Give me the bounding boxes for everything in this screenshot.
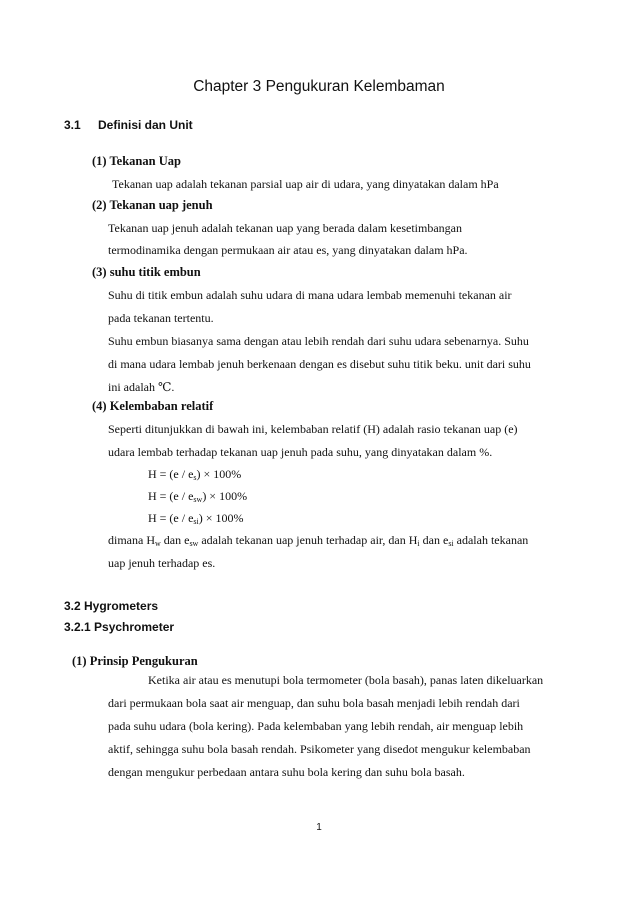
prinsip-line: dengan mengukur perbedaan antara suhu bola kering dan suhu bola basah.: [108, 765, 465, 779]
prinsip-line: aktif, sehingga suhu bola basah rendah. Psikometer yang disedot mengukur kelembaban: [108, 742, 531, 756]
section-number: 3.1: [64, 118, 81, 132]
item-4-note-line2: uap jenuh terhadap es.: [108, 556, 216, 570]
formula-3: $H = (e / e_{si}) \times 100\%$: [148, 511, 244, 526]
section-3-2-heading: 3.2 Hygrometers: [64, 599, 159, 613]
item-2-heading: (2) Tekanan uap jenuh: [92, 198, 213, 212]
section-3-1-heading: [64, 118, 193, 132]
section-3-2-1-heading: 3.2.1 Psychrometer: [64, 620, 175, 634]
prinsip-heading: (1) Prinsip Pengukuran: [72, 654, 198, 668]
section-title: Definisi dan Unit: [98, 118, 193, 132]
item-4-note: dimana $H_w$ dan $e_{sw}$ adalah tekanan uap jenuh terhadap air, dan $H_i$ dan $e_{si}$ adalah tekanan: [108, 533, 529, 548]
item-4-heading: (4) Kelembaban relatif: [92, 399, 214, 413]
item-3-line: di mana udara lembab jenuh berkenaan dengan es disebut suhu titik beku. unit dari suhu: [108, 357, 531, 371]
item-3-line: pada tekanan tertentu.: [108, 311, 214, 325]
item-4-line: Seperti ditunjukkan di bawah ini, kelembaban relatif (H) adalah rasio tekanan uap (e): [108, 422, 518, 436]
item-3-heading: (3) suhu titik embun: [92, 265, 201, 279]
formula-2: $H = (e / e_{sw}) \times 100\%$: [148, 489, 248, 504]
item-4-line: udara lembab terhadap tekanan uap jenuh pada suhu, yang dinyatakan dalam %.: [108, 445, 493, 459]
item-1-line: Tekanan uap adalah tekanan parsial uap air di udara, yang dinyatakan dalam hPa: [112, 177, 499, 191]
item-1-heading: (1) Tekanan Uap: [92, 154, 181, 168]
item-2-line: termodinamika dengan permukaan air atau es, yang dinyatakan dalam hPa.: [108, 243, 468, 257]
prinsip-line: Ketika air atau es menutupi bola termometer (bola basah), panas laten dikeluarkan: [148, 673, 544, 687]
prinsip-line: pada suhu udara (bola kering). Pada kelembaban yang lebih rendah, air menguap lebih: [108, 719, 524, 733]
item-3-line: Suhu di titik embun adalah suhu udara di mana udara lembab memenuhi tekanan air: [108, 288, 512, 302]
prinsip-line: dari permukaan bola saat air menguap, dan suhu bola basah menjadi lebih rendah dari: [108, 696, 520, 710]
page-number: 1: [316, 822, 322, 833]
item-3-line: Suhu embun biasanya sama dengan atau lebih rendah dari suhu udara sebenarnya. Suhu: [108, 334, 529, 348]
chapter-title: Chapter 3 Pengukuran Kelembaman: [193, 78, 445, 95]
formula-1: $H = (e / e_s) \times 100\%$: [148, 467, 242, 482]
item-3-line: ini adalah ℃.: [108, 380, 175, 394]
item-2-line: Tekanan uap jenuh adalah tekanan uap yang berada dalam kesetimbangan: [108, 221, 463, 235]
